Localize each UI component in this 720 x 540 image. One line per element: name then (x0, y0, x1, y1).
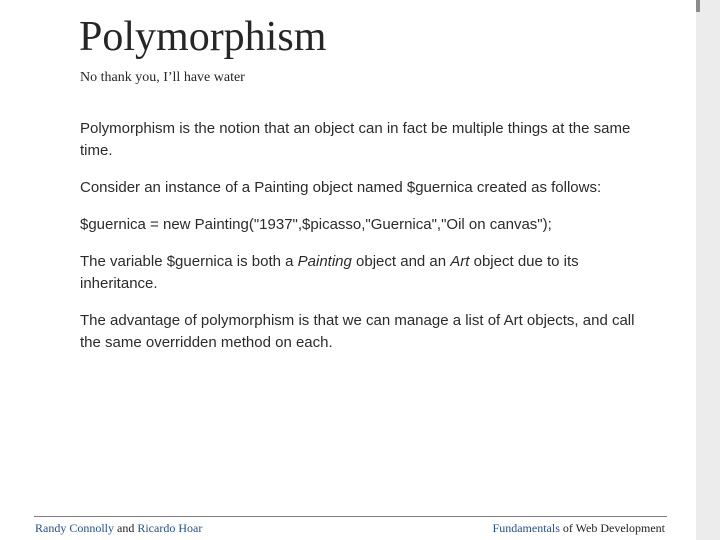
paragraph-advantage: The advantage of polymorphism is that we can manage a list of Art objects, and call the same overridden method on each. (80, 312, 635, 351)
term-polymorphism: Polymorphism (80, 120, 176, 137)
slide-sidebar-band (696, 0, 720, 540)
book-title-rest: of Web Development (559, 521, 665, 535)
slide-title: Polymorphism (79, 14, 327, 60)
code-line: $guernica = new Painting("1937",$picasso,"Guernica","Oil on canvas"); (80, 216, 552, 233)
paragraph-consider: Consider an instance of a Painting object named $guernica created as follows: (80, 179, 602, 196)
variable-text-a: The variable $guernica is both a (80, 253, 298, 270)
slide-body (80, 118, 640, 369)
variable-text-c: object due to its inheritance. (80, 253, 579, 292)
footer-and: and (114, 521, 138, 535)
emphasis-painting: Painting (297, 253, 352, 270)
footer-book (493, 521, 665, 536)
paragraph-definition (80, 118, 640, 162)
author-link-hoar[interactable]: Ricardo Hoar (137, 521, 203, 535)
variable-text-b: object and an (351, 253, 451, 270)
definition-text: is the notion that an object can in fact be multiple things at the same time. (80, 120, 631, 159)
paragraph-variable (80, 251, 640, 295)
emphasis-art: Art (450, 253, 470, 270)
sidebar-notch (696, 0, 700, 12)
footer-authors (35, 521, 202, 536)
slide-subtitle: No thank you, I’ll have water (80, 70, 245, 85)
book-link-fundamentals[interactable]: Fundamentals (492, 521, 560, 535)
author-link-connolly[interactable]: Randy Connolly (35, 521, 115, 535)
footer-divider (34, 516, 667, 517)
